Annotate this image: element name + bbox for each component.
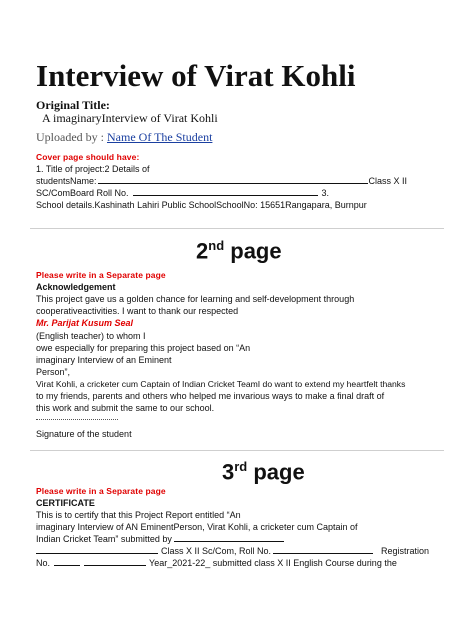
original-title-label: Original Title: <box>36 98 110 112</box>
original-title-text: A imaginaryInterview of Virat Kohli <box>42 111 218 125</box>
ack-line-2: cooperativeactivities. I want to thank our respected <box>36 306 239 316</box>
cover-line-1: 1. Title of project:2 Details of <box>36 164 150 174</box>
page-3-heading <box>222 459 305 485</box>
cover-students-name-label: studentsName: <box>36 176 97 186</box>
page-3-heading-number: 3 <box>222 459 235 485</box>
acknowledgement-title: Acknowledgement <box>36 282 116 292</box>
page-3-instruction: Please write in a Separate page <box>36 486 166 496</box>
uploaded-by-name-link[interactable]: Name Of The Student <box>107 130 213 144</box>
ack-line-1: This project gave us a golden chance for learning and self-development through <box>36 294 355 304</box>
cert-no-label: No. <box>36 558 51 568</box>
cert-line-1: This is to certify that this Project Report entitled “An <box>36 510 241 520</box>
signature-label: Signature of the student <box>36 429 132 439</box>
ack-line-teacher: (English teacher) to whom I <box>36 331 146 341</box>
teacher-name: Mr. Parijat Kusum Seal <box>36 318 134 328</box>
cert-blank-c <box>54 557 80 566</box>
signature-line <box>36 419 118 420</box>
cert-blank-d <box>84 557 146 566</box>
page-3-heading-text: page <box>247 459 305 485</box>
page-2-instruction: Please write in a Separate page <box>36 270 166 280</box>
cert-blank-a <box>36 545 158 554</box>
cert-class-roll: Class X II Sc/Com, Roll No. <box>161 546 272 556</box>
certificate-title: CERTIFICATE <box>36 498 95 508</box>
cert-line-5 <box>36 557 397 569</box>
cover-name-blank <box>98 175 368 184</box>
uploaded-by <box>36 130 212 145</box>
page-2-heading-number: 2 <box>196 238 209 264</box>
cover-line-2 <box>36 175 407 187</box>
cover-line-4: School details.Kashinath Lahiri Public SchoolSchoolNo: 15651Rangapara, Burnpur <box>36 200 367 210</box>
ack-line-virat-3: this work and submit the same to our school. <box>36 403 215 413</box>
cover-item-3: 3. <box>321 188 330 198</box>
cover-line-3 <box>36 187 329 199</box>
cert-name-blank <box>174 533 284 542</box>
cover-roll-blank <box>133 187 318 196</box>
cert-line-4 <box>36 545 429 557</box>
cert-submitted-by: Indian Cricket Team” submitted by <box>36 534 172 544</box>
cover-class-label: Class X II <box>368 176 408 186</box>
page-2-heading <box>196 238 282 264</box>
section-divider-2 <box>30 450 444 451</box>
cover-page-heading: Cover page should have: <box>36 152 140 162</box>
ack-line-person: Person”, <box>36 367 71 377</box>
page-2-heading-text: page <box>224 238 282 264</box>
cert-line-3 <box>36 533 284 545</box>
page-2-heading-suffix: nd <box>208 238 225 253</box>
ack-line-virat-2: to my friends, parents and others who helped me invarious ways to make a final draft of <box>36 391 385 401</box>
section-divider-1 <box>30 228 444 229</box>
page-3-heading-suffix: rd <box>234 459 248 474</box>
cert-registration: Registration <box>381 546 430 556</box>
ack-line-owe: owe especially for preparing this project based on “An <box>36 343 251 353</box>
cover-roll-label: SC/ComBoard Roll No. <box>36 188 129 198</box>
cert-year-text: Year_2021-22_ submitted class X II English Course during the <box>149 558 397 568</box>
cert-blank-b <box>273 545 373 554</box>
cert-line-2: imaginary Interview of AN EminentPerson, Virat Kohli, a cricketer cum Captain of <box>36 522 358 532</box>
ack-line-imaginary: imaginary Interview of an Eminent <box>36 355 172 365</box>
ack-line-virat-1: Virat Kohli, a cricketer cum Captain of Indian Cricket TeamI do want to extend my heartfelt thanks <box>36 379 406 389</box>
document-title: Interview of Virat Kohli <box>36 58 356 93</box>
uploaded-by-label: Uploaded by : <box>36 130 104 144</box>
